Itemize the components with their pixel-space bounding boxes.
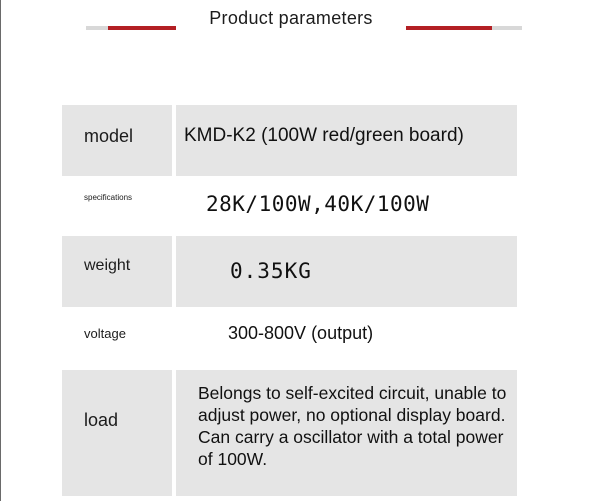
param-row-load: [0, 370, 600, 496]
param-label: load: [84, 410, 119, 430]
param-value-cell: [176, 236, 517, 307]
param-value: 28K/100W,40K/100W: [206, 192, 430, 216]
param-value-cell: [176, 178, 517, 234]
param-value: KMD-K2 (100W red/green board): [184, 125, 464, 146]
param-label: specifications: [84, 193, 133, 202]
header-decor-red-segment: [406, 26, 492, 30]
param-row-weight: [0, 236, 600, 307]
param-value-cell: [176, 105, 517, 176]
param-row-model: [0, 105, 600, 176]
header-decor-red-segment: [108, 26, 176, 30]
param-label: weight: [84, 257, 131, 274]
header-decor-grey-segment: [86, 26, 108, 30]
header-decor-line-right: [406, 26, 522, 30]
param-label-cell: [62, 178, 172, 234]
param-value: 300-800V (output): [228, 323, 374, 343]
param-row-voltage: [0, 310, 600, 366]
param-label-cell: [62, 236, 172, 307]
param-value-cell: [176, 310, 517, 366]
param-row-specifications: [0, 178, 600, 234]
param-label: voltage: [84, 326, 126, 341]
param-value: 0.35KG: [230, 259, 312, 283]
header-decor-line-left: [86, 26, 176, 30]
param-value-cell: [176, 370, 517, 496]
param-label-cell: [62, 310, 172, 366]
page-title: Product parameters: [209, 8, 373, 28]
param-label-cell: [62, 370, 172, 496]
header-decor-grey-segment: [492, 26, 522, 30]
param-value: Belongs to self-excited circuit, unable to adjust power, no optional display board. Can carry a oscillator with a total power of 100W.: [198, 383, 507, 469]
param-label: model: [84, 126, 134, 146]
param-label-cell: [62, 105, 172, 176]
